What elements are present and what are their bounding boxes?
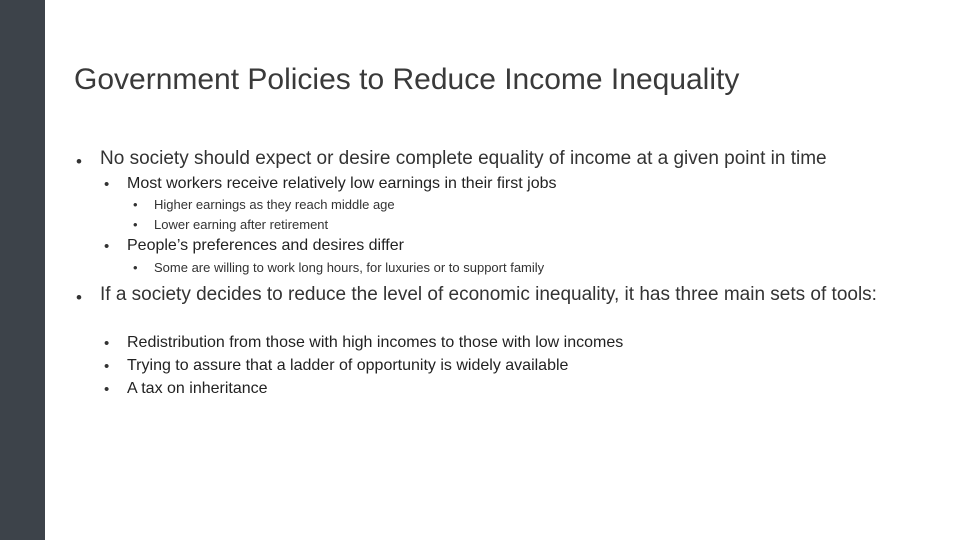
bullet-icon: •: [133, 197, 138, 212]
bullet-icon: •: [104, 358, 110, 375]
bullet-icon: •: [104, 176, 110, 193]
sub-point-1-1: Most workers receive relatively low earnings in their first jobs: [127, 175, 557, 192]
sub-sub-point-1-1-1: Higher earnings as they reach middle age: [154, 197, 395, 212]
bullet-icon: •: [76, 288, 82, 307]
sub-point-2-2: Trying to assure that a ladder of opportunity is widely available: [127, 357, 569, 374]
bullet-icon: •: [133, 260, 138, 275]
sub-point-1-2: People’s preferences and desires differ: [127, 237, 404, 254]
bullet-icon: •: [76, 152, 82, 171]
bullet-point-2: If a society decides to reduce the level of economic inequality, it has three main sets of tools:: [100, 284, 877, 305]
bullet-point-1: No society should expect or desire complete equality of income at a given point in time: [100, 148, 827, 169]
sub-point-2-3: A tax on inheritance: [127, 380, 268, 397]
slide-title: Government Policies to Reduce Income Inequality: [74, 63, 740, 96]
bullet-icon: •: [104, 381, 110, 398]
sub-point-2-1: Redistribution from those with high incomes to those with low incomes: [127, 334, 624, 351]
bullet-icon: •: [104, 238, 110, 255]
sub-sub-point-1-2-1: Some are willing to work long hours, for luxuries or to support family: [154, 260, 545, 275]
bullet-icon: •: [133, 217, 138, 232]
sub-sub-point-1-1-2: Lower earning after retirement: [154, 217, 329, 232]
bullet-icon: •: [104, 335, 110, 352]
